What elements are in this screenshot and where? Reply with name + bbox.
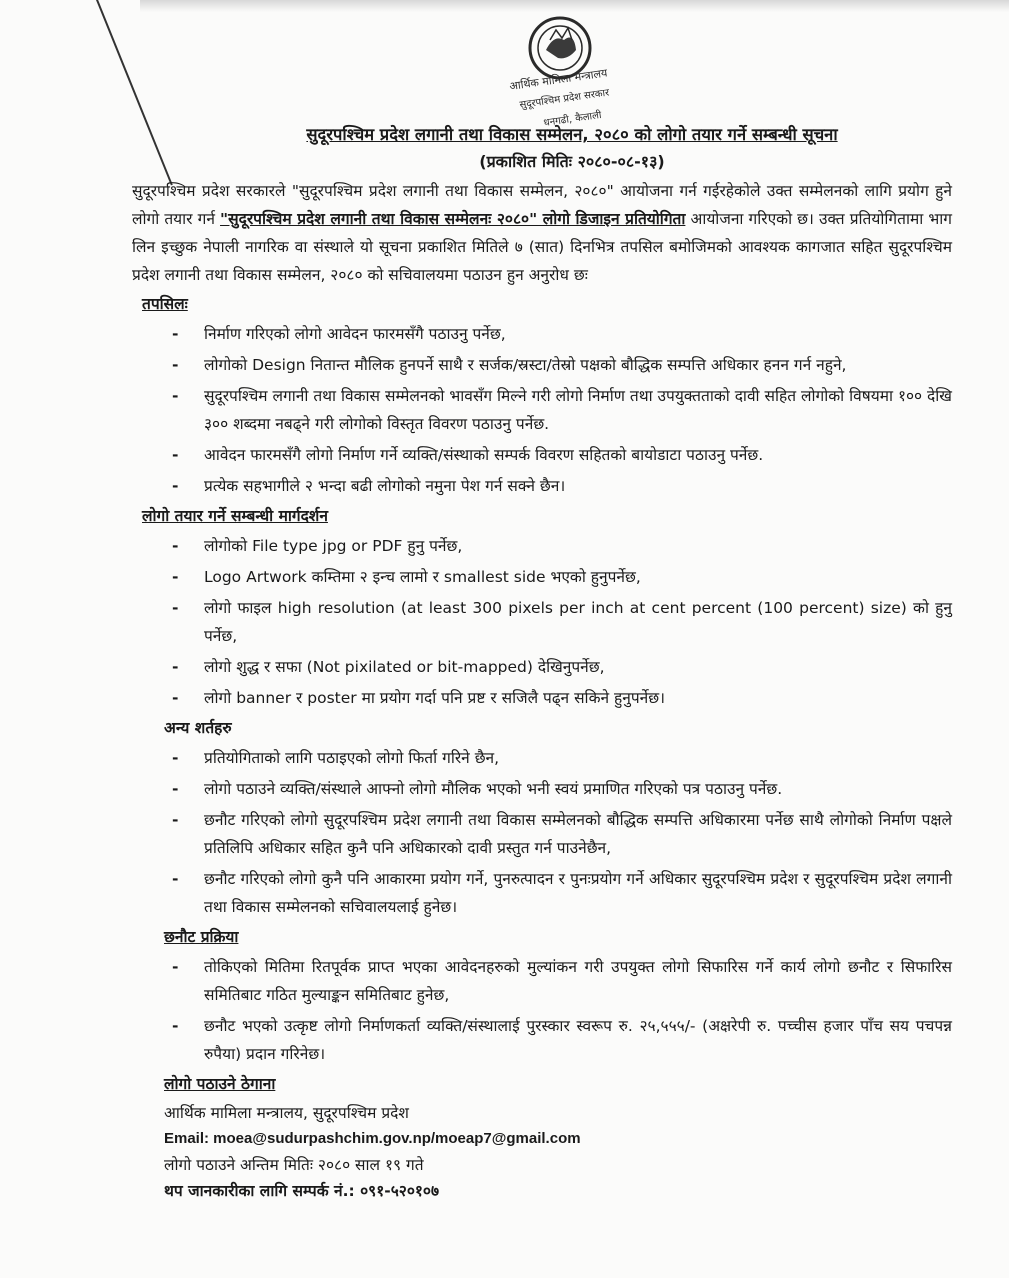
notice-title: सुदूरपश्चिम प्रदेश लगानी तथा विकास सम्मेलन, २०८० को लोगो तयार गर्ने सम्बन्धी सूचना	[306, 125, 838, 144]
selection-list	[132, 953, 952, 1068]
seal-ring-text: सुदूरपश्चिम प्रदेश सरकार	[518, 87, 610, 111]
guidelines-heading: लोगो तयार गर्ने सम्बन्धी मार्गदर्शन	[142, 507, 328, 525]
seal-line2: धनगढी, कैलाली	[542, 109, 603, 129]
intro-paragraph	[132, 177, 952, 289]
guidelines-list	[132, 532, 952, 712]
list-item: - लोगो पठाउने व्यक्ति/संस्थाले आफ्नो लोगो मौलिक भएको भनी स्वयं प्रमाणित गरिएको पत्र पठाउनु पर्नेछ.	[132, 775, 952, 803]
list-item: - आवेदन फारमसँगै लोगो निर्माण गर्ने व्यक्ति/संस्थाको सम्पर्क विवरण सहितको बायोडाटा पठाउनु पर्नेछ.	[132, 441, 952, 469]
address-heading: लोगो पठाउने ठेगाना	[164, 1075, 276, 1093]
list-item: - तोकिएको मितिमा रितपूर्वक प्राप्त भएका आवेदनहरुको मुल्यांकन गरी उपयुक्त लोगो सिफारिस गर्ने कार्य लोगो छनौट र सिफारिस समितिबाट गठित मुल्याङ्कन समितिबाट हुनेछ,	[132, 953, 952, 1009]
list-item: - Logo Artwork कम्तिमा २ इन्च लामो र smallest side भएको हुनुपर्नेछ,	[132, 563, 952, 591]
details-heading: तपसिलः	[142, 295, 188, 313]
list-item: - छनौट गरिएको लोगो सुदूरपश्चिम प्रदेश लगानी तथा विकास सम्मेलनको बौद्धिक सम्पत्ति अधिकारमा पर्नेछ साथै लोगोको निर्माण पक्षले प्रतिलिपि अधिकार सहित कुनै पनि अधिकारको दावी प्रस्तुत गर्न पाउनेछैन,	[132, 806, 952, 862]
email-address: Email: moea@sudurpashchim.gov.np/moeap7@gmail.com	[164, 1130, 581, 1147]
list-item: - प्रत्येक सहभागीले २ भन्दा बढी लोगोको नमुना पेश गर्न सक्ने छैन।	[132, 472, 952, 500]
intro-part1: सुदूरपश्चिम प्रदेश सरकारले "सुदूरपश्चिम प्रदेश लगानी तथा विकास सम्मेलन, २०८०" आयोजना गर्न गईरहेकोले उक्त सम्मेलनको लागि प्रयोग हुने लोगो तयार गर्न	[132, 182, 952, 228]
list-item: - प्रतियोगिताको लागि पठाइएको लोगो फिर्ता गरिने छैन,	[132, 744, 952, 772]
government-seal-icon	[498, 10, 648, 130]
seal-line1: आर्थिक मामिला मन्त्रालय	[508, 66, 609, 93]
intro-highlight: "सुदूरपश्चिम प्रदेश लगानी तथा विकास सम्मेलनः २०८०" लोगो डिजाइन प्रतियोगिता	[220, 210, 686, 228]
contact-number: थप जानकारीका लागि सम्पर्क नं.: ०९१-५२०१०७	[164, 1182, 440, 1200]
list-item: - लोगो फाइल high resolution (at least 300 pixels per inch at cent percent (100 percent) size) को हुनु पर्नेछ,	[132, 594, 952, 650]
list-item: - छनौट गरिएको लोगो कुनै पनि आकारमा प्रयोग गर्ने, पुनरुत्पादन र पुनःप्रयोग गर्ने अधिकार सुदूरपश्चिम प्रदेश र सुदूरपश्चिम प्रदेश लगानी तथा विकास सम्मेलनको सचिवालयलाई हुनेछ।	[132, 865, 952, 921]
office-name: आर्थिक मामिला मन्त्रालय, सुदूरपश्चिम प्रदेश	[164, 1104, 409, 1122]
published-date: (प्रकाशित मितिः २०८०-०८-१३)	[479, 152, 665, 171]
list-item: - लोगोको File type jpg or PDF हुनु पर्नेछ,	[132, 532, 952, 560]
intro-part2: आयोजना गरिएको छ। उक्त प्रतियोगितामा भाग लिन इच्छुक नेपाली नागरिक वा संस्थाले यो सूचना प्रकाशित मितिले ७ (सात) दिनभित्र तपसिल बमोजिमको आवश्यक कागजात सहित सुदूरपश्चिम प्रदेश लगानी तथा विकास सम्मेलन, २०८० को सचिवालयमा पठाउन हुन अनुरोध छः	[132, 210, 952, 284]
list-item: - सुदूरपश्चिम लगानी तथा विकास सम्मेलनको भावसँग मिल्ने गरी लोगो निर्माण तथा उपयुक्तताको दावी सहित लोगोको विषयमा १०० देखि ३०० शब्दमा नबढ्ने गरी लोगोको विस्तृत विवरण पठाउनु पर्नेछ.	[132, 382, 952, 438]
notice-document	[132, 122, 952, 1204]
list-item: - छनौट भएको उत्कृष्ट लोगो निर्माणकर्ता व्यक्ति/संस्थालाई पुरस्कार स्वरूप रु. २५,५५५/- (अक्षरेपी रु. पच्चीस हजार पाँच सय पचपन्न रुपैया) प्रदान गरिनेछ।	[132, 1012, 952, 1068]
other-terms-list	[132, 744, 952, 921]
other-terms-heading: अन्य शर्तहरु	[164, 719, 232, 737]
address-block	[164, 1100, 952, 1204]
list-item: - लोगो शुद्ध र सफा (Not pixilated or bit-mapped) देखिनुपर्नेछ,	[132, 653, 952, 681]
deadline-text: लोगो पठाउने अन्तिम मितिः २०८० साल १९ गते	[164, 1156, 424, 1174]
list-item: - निर्माण गरिएको लोगो आवेदन फारमसँगै पठाउनु पर्नेछ,	[132, 320, 952, 348]
list-item: - लोगो banner र poster मा प्रयोग गर्दा पनि प्रष्ट र सजिलै पढ्न सकिने हुनुपर्नेछ।	[132, 684, 952, 712]
selection-heading: छनौट प्रक्रिया	[164, 928, 239, 946]
list-item: - लोगोको Design नितान्त मौलिक हुनपर्ने साथै र सर्जक/स्रस्टा/तेस्रो पक्षको बौद्धिक सम्पत्ति अधिकार हनन गर्न नहुने,	[132, 351, 952, 379]
details-list	[132, 320, 952, 500]
